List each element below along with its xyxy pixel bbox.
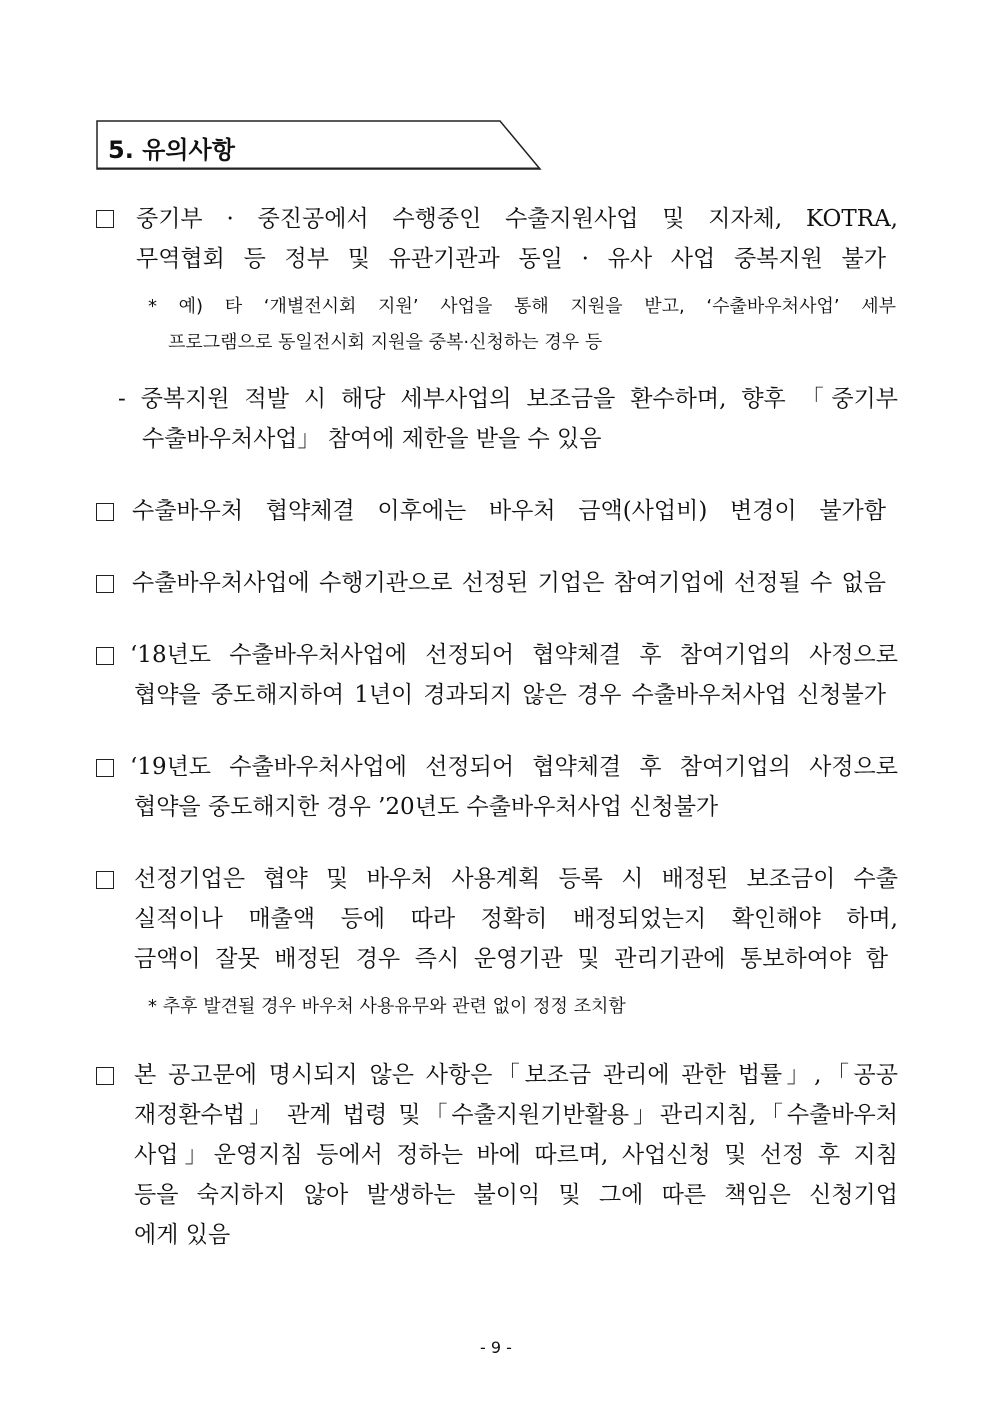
item-text-line: 에게 있음 <box>134 1222 231 1248</box>
item-subtext: 수출바우처사업」 참여에 제한을 받을 수 있음 <box>142 426 602 452</box>
item-text-line: 수출바우처 협약체결 이후에는 바우처 금액(사업비) 변경이 불가함 <box>132 498 886 524</box>
page-number: - 9 - <box>480 1338 512 1357</box>
item-text-line: 무역협회 등 정부 및 유관기관과 동일 · 유사 사업 중복지원 불가 <box>136 246 886 272</box>
item-subtext: - 중복지원 적발 시 해당 세부사업의 보조금을 환수하며, 향후 「중기부 <box>118 386 898 412</box>
item-text-line: 실적이나 매출액 등에 따라 정확히 배정되었는지 확인해야 하며, <box>134 906 898 932</box>
item-note: * 예) 타 ‘개별전시회 지원’ 사업을 통해 지원을 받고, ‘수출바우처사업’ 세부 <box>148 296 896 317</box>
item-text-line: 본 공고문에 명시되지 않은 사항은「보조금 관리에 관한 법률」,「공공 <box>134 1062 898 1088</box>
item-text-line: ‘18년도 수출바우처사업에 선정되어 협약체결 후 참여기업의 사정으로 <box>130 642 898 668</box>
item-text-line: 협약을 중도해지하여 1년이 경과되지 않은 경우 수출바우처사업 신청불가 <box>134 682 886 708</box>
item-note: * 추후 발견될 경우 바우처 사용유무와 관련 없이 정정 조치함 <box>148 996 626 1017</box>
section-heading <box>96 120 542 170</box>
checkbox-square-icon <box>96 871 114 889</box>
checkbox-square-icon <box>96 210 114 228</box>
checkbox-square-icon <box>96 503 114 521</box>
item-text-line: ‘19년도 수출바우처사업에 선정되어 협약체결 후 참여기업의 사정으로 <box>130 754 898 780</box>
item-text-line: 금액이 잘못 배정된 경우 즉시 운영기관 및 관리기관에 통보하여야 함 <box>134 946 888 972</box>
checkbox-square-icon <box>96 1067 114 1085</box>
section-title: 5. 유의사항 <box>108 136 235 164</box>
item-text-line: 사업」운영지침 등에서 정하는 바에 따르며, 사업신청 및 선정 후 지침 <box>134 1142 898 1168</box>
item-text-line: 등을 숙지하지 않아 발생하는 불이익 및 그에 따른 책임은 신청기업 <box>134 1182 898 1208</box>
item-text-line: 협약을 중도해지한 경우 ’20년도 수출바우처사업 신청불가 <box>134 794 719 820</box>
checkbox-square-icon <box>96 575 114 593</box>
item-text-line: 중기부 · 중진공에서 수행중인 수출지원사업 및 지자체, KOTRA, <box>136 206 898 232</box>
item-text-line: 수출바우처사업에 수행기관으로 선정된 기업은 참여기업에 선정될 수 없음 <box>132 570 886 596</box>
item-text-line: 선정기업은 협약 및 바우처 사용계획 등록 시 배정된 보조금이 수출 <box>134 866 898 892</box>
checkbox-square-icon <box>96 759 114 777</box>
checkbox-square-icon <box>96 647 114 665</box>
item-note: 프로그램으로 동일전시회 지원을 중복·신청하는 경우 등 <box>168 332 603 353</box>
item-text-line: 재정환수법」 관계 법령 및「수출지원기반활용」관리지침,「수출바우처 <box>134 1102 898 1128</box>
